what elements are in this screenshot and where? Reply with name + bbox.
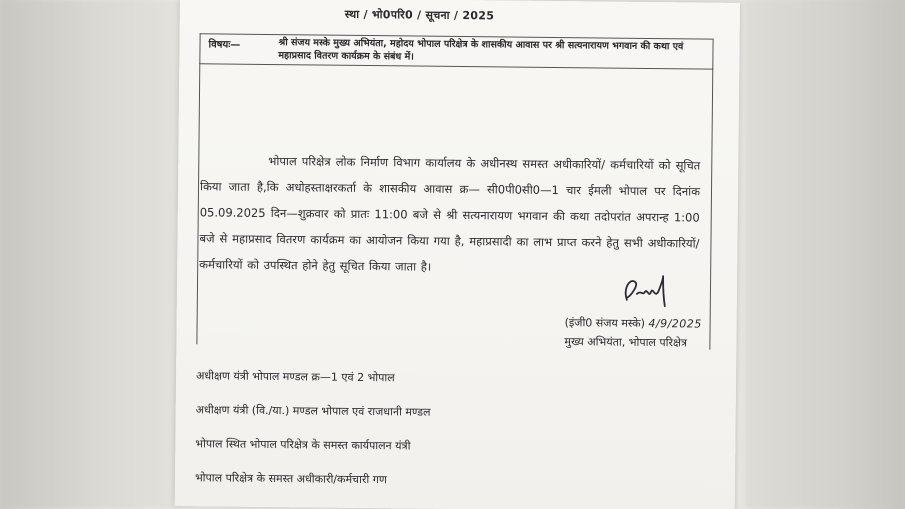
reference-number: स्था / भो0परि0 / सूचना / 2025 <box>344 7 495 23</box>
background-right <box>745 0 905 509</box>
subject-label: विषयः— <box>208 39 241 51</box>
signatory-designation: मुख्य अभियंता, भोपाल परिक्षेत्र <box>564 335 688 350</box>
recipient-list <box>195 359 431 497</box>
signatory-block <box>564 313 702 352</box>
signature-date: 4/9/2025 <box>648 316 702 331</box>
letter-page <box>175 0 740 509</box>
signature-icon <box>617 270 697 315</box>
signatory-name: (इंजी0 संजय मस्के) <box>564 316 645 330</box>
notice-body-text: भोपाल परिक्षेत्र लोक निर्माण विभाग कार्यालय के अधीनस्थ समस्त अधीकारियों/ कर्मचारियों को सूचित किया जाता है,कि अधोहस्ताक्षरकर्ता के शासकीय आवास क्र— सी0पी0सी0—1 चार ईमली भोपाल पर दिनांक 05.09.2025 दिन—शुक्रवार को प्रातः 11:00 बजे से श्री सत्यनारायण भगवान की कथा तदोपरांत अपरान्ह 1:00 बजे से महाप्रसाद वितरण कार्यक्रम का आयोजन किया गया है, महाप्रसादी का लाभ प्राप्त करने हेतु सभी अधीकारियों/ कर्मचारियों को उपस्थित होने हेतु सूचित किया जाता है। <box>199 154 701 274</box>
background-left <box>0 0 180 509</box>
notice-body <box>199 147 700 282</box>
recipient-item: अधीक्षण यंत्री भोपाल मण्डल क्र—1 एवं 2 भोपाल <box>195 369 395 385</box>
recipient-item: भोपाल स्थित भोपाल परिक्षेत्र के समस्त कार्यपालन यंत्री <box>195 437 411 453</box>
subject-text: श्री संजय मस्के मुख्य अभियंता, महोदय भोपाल परिक्षेत्र के शासकीय आवास पर श्री सत्यनारायण भगवान की कथा एवं महाप्रसाद वितरण कार्यक्रम के संबंध में। <box>278 37 684 63</box>
recipient-item: भोपाल परिक्षेत्र के समस्त अधीकारी/कर्मचारी गण <box>194 471 387 487</box>
recipient-item: अधीक्षण यंत्री (वि./या.) मण्डल भोपाल एवं राजधानी मण्डल <box>195 403 431 419</box>
signatory-line <box>565 313 702 333</box>
